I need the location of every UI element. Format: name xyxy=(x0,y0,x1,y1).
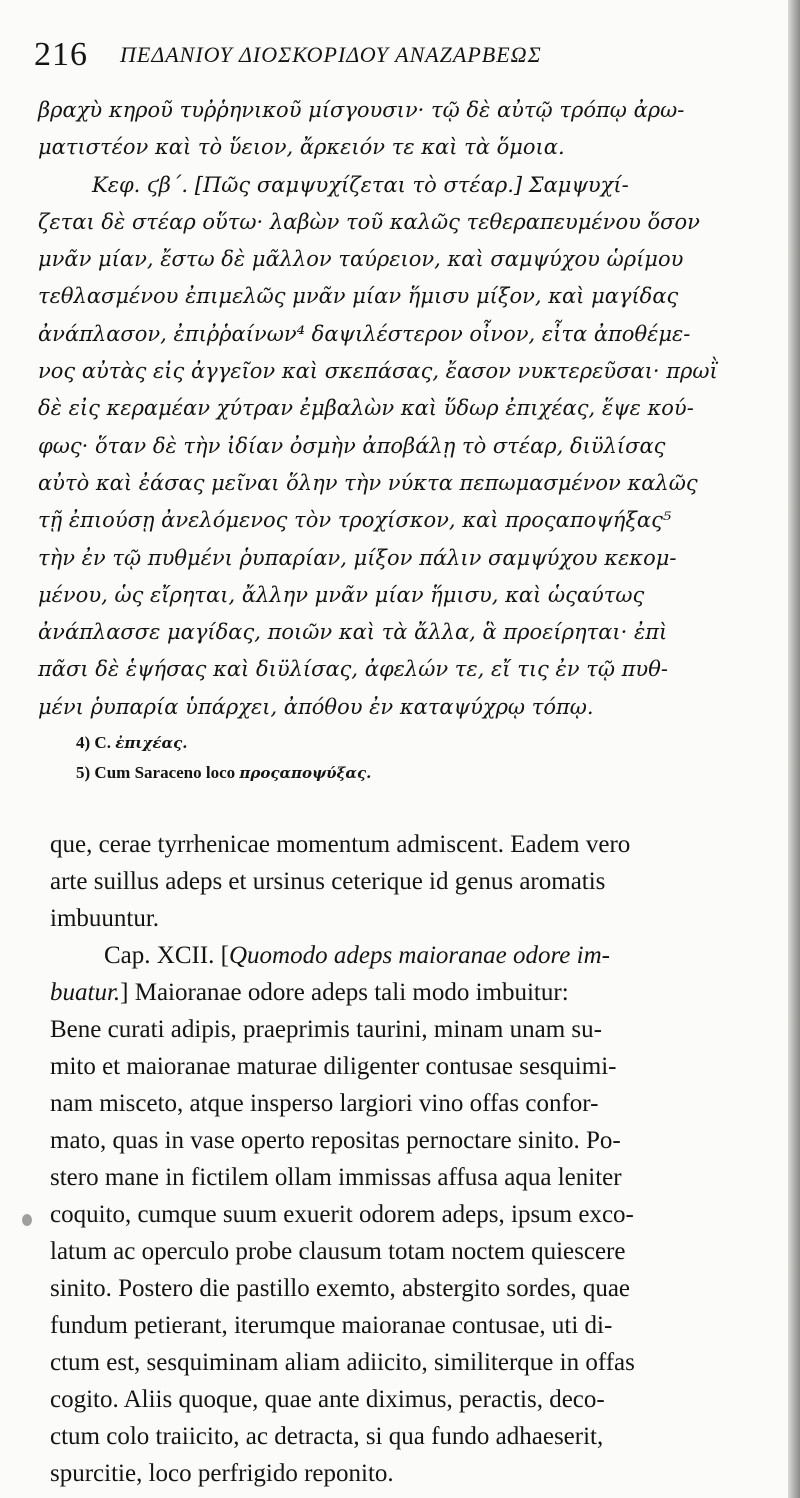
greek-line: μένου, ὡς εἴρηται, ἄλλην μνᾶν μίαν ἥμισυ, καὶ ὡςαύτως xyxy=(38,582,645,607)
greek-text xyxy=(38,92,753,726)
latin-line: nam misceto, atque insperso largiori vino offas confor- xyxy=(50,1090,599,1117)
footnotes xyxy=(76,728,756,788)
greek-line: δὲ εἰς κεραμέαν χύτραν ἐμβαλὼν καὶ ὕδωρ ἐπιχέας, ἕψε κού- xyxy=(38,396,694,421)
page-edge-shadow xyxy=(788,0,800,1498)
latin-line: sinito. Postero die pastillo exemto, abstergito sordes, quae xyxy=(50,1275,631,1302)
greek-line: ἀνάπλασον, ἐπιῤῥαίνων⁴ δαψιλέστερον οἶνον, εἶτα ἀποθέμε- xyxy=(38,321,691,346)
greek-line: ἀνάπλασσε μαγίδας, ποιῶν καὶ τὰ ἄλλα, ἃ προείρηται· ἐπὶ xyxy=(38,620,668,645)
chapter-title-end: buatur. xyxy=(50,979,121,1006)
latin-line: que, cerae tyrrhenicae momentum admiscent. Eadem vero xyxy=(50,831,631,858)
greek-line: ματιστέον καὶ τὸ ὕειον, ἄρκειόν τε καὶ τὰ ὅμοια. xyxy=(38,135,565,160)
latin-line: latum ac operculo probe clausum totam noctem quiescere xyxy=(50,1238,626,1265)
chapter-heading-line xyxy=(50,937,758,974)
footnote xyxy=(76,758,756,788)
greek-line: τεθλασμένου ἐπιμελῶς μνᾶν μίαν ἥμισυ μίξον, καὶ μαγίδας xyxy=(38,284,679,309)
greek-line: νος αὐτὰς εἰς ἀγγεῖον καὶ σκεπάσας, ἔασον νυκτερεῦσαι· πρωῒ xyxy=(38,359,718,384)
greek-line: Κεφ. ϛβ΄. [Πῶς σαμψυχίζεται τὸ στέαρ.] Σαμψυχί- xyxy=(92,172,629,197)
latin-line: coquito, cumque suum exuerit odorem adeps, ipsum exco- xyxy=(50,1201,634,1228)
greek-line: μνᾶν μίαν, ἔστω δὲ μᾶλλον ταύρειον, καὶ σαμψύχου ὡρίμου xyxy=(38,247,684,272)
greek-line: πᾶσι δὲ ἑψήσας καὶ διϋλίσας, ἀφελών τε, εἴ τις ἐν τῷ πυθ- xyxy=(38,657,668,682)
latin-line: Bene curati adipis, praeprimis taurini, minam unam su- xyxy=(50,1016,602,1043)
footnote-mark: 5) xyxy=(76,763,91,782)
latin-line: arte suillus adeps et ursinus ceterique id genus aromatis xyxy=(50,868,606,895)
chapter-title: Quomodo adeps maioranae odore im- xyxy=(228,942,610,969)
greek-line: φως· ὅταν δὲ τὴν ἰδίαν ὀσμὴν ἀποβάλῃ τὸ στέαρ, διϋλίσας xyxy=(38,433,666,458)
latin-line: fundum petierant, iterumque maioranae contusae, uti di- xyxy=(50,1312,613,1339)
chapter-label: Cap. XCII. [ xyxy=(104,942,229,969)
greek-line: μένι ῥυπαρία ὑπάρχει, ἀπόθου ἐν καταψύχρῳ τόπῳ. xyxy=(38,694,594,719)
latin-line: ctum colo traiicito, ac detracta, si qua fundo adhaeserit, xyxy=(50,1423,604,1450)
footnote-greek: προςαποψύξας. xyxy=(239,764,372,782)
latin-line: ctum est, sesquiminam aliam adiicito, similiterque in offas xyxy=(50,1349,635,1376)
latin-line: cogito. Aliis quoque, quae ante diximus, peractis, deco- xyxy=(50,1386,605,1413)
greek-line: ζεται δὲ στέαρ οὕτω· λαβὼν τοῦ καλῶς τεθεραπευμένου ὅσον xyxy=(38,209,700,234)
footnote-text: Cum Saraceno loco xyxy=(94,763,236,782)
greek-line: αὐτὸ καὶ ἐάσας μεῖναι ὅλην τὴν νύκτα πεπωμασμένον καλῶς xyxy=(38,470,698,495)
latin-line xyxy=(50,974,758,1011)
page-number: 216 xyxy=(34,36,88,73)
latin-line: imbuuntur. xyxy=(50,905,160,932)
greek-line: βραχὺ κηροῦ τυῤῥηνικοῦ μίσγουσιν· τῷ δὲ αὐτῷ τρόπῳ ἀρω- xyxy=(38,98,685,122)
footnote-text: C. xyxy=(94,733,111,752)
latin-line: mato, quas in vase operto repositas pernoctare sinito. Po- xyxy=(50,1127,621,1154)
latin-translation xyxy=(50,826,758,1492)
footnote xyxy=(76,728,756,758)
latin-line: spurcitie, loco perfrigido reponito. xyxy=(50,1460,394,1487)
latin-line: mito et maioranae maturae diligenter contusae sesquimi- xyxy=(50,1053,617,1080)
greek-line: τῇ ἐπιούσῃ ἀνελόμενος τὸν τροχίσκον, καὶ προςαποψήξας⁵ xyxy=(38,508,672,533)
footnote-greek: ἐπιχέας. xyxy=(115,734,188,752)
footnote-mark: 4) xyxy=(76,733,91,752)
greek-line: τὴν ἐν τῷ πυθμένι ῥυπαρίαν, μίξον πάλιν σαμψύχου κεκομ- xyxy=(38,545,677,570)
page-header xyxy=(34,34,754,84)
latin-line: stero mane in fictilem ollam immissas affusa aqua leniter xyxy=(50,1164,622,1191)
running-head: ΠΕΔΑΝΙΟΥ ΔΙΟΣΚΟΡΙΔΟΥ ΑΝΑΖΑΡΒΕΩΣ xyxy=(120,42,542,67)
latin-line-text: ] Maioranae odore adeps tali modo imbuitur: xyxy=(120,979,569,1006)
ink-speck xyxy=(22,1214,32,1226)
